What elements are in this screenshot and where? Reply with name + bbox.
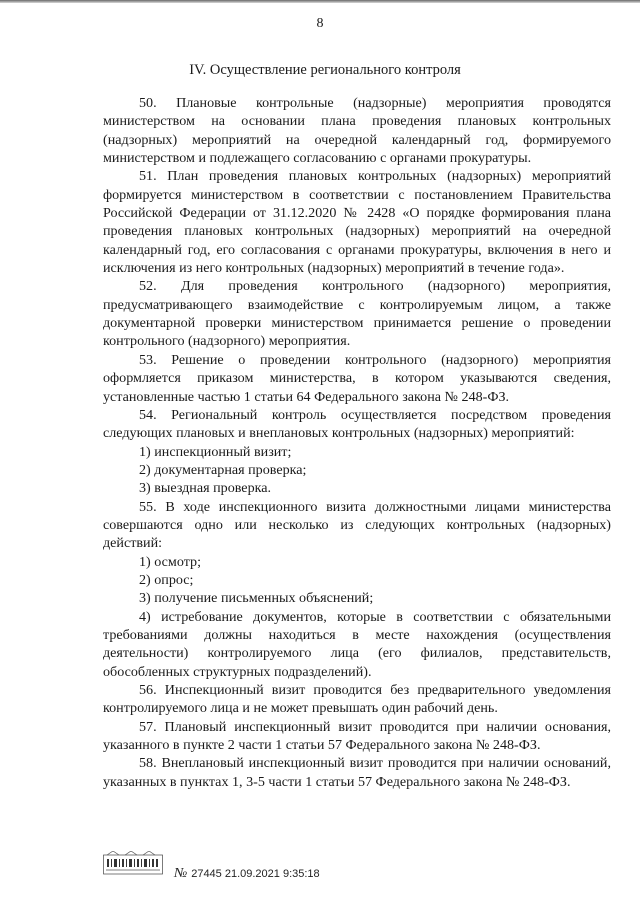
page-number: 8 (316, 16, 324, 31)
section-title: IV. Осуществление регионального контроля (189, 62, 461, 78)
list-item: 2) опрос; (139, 571, 194, 588)
paragraph: 58. Внеплановый инспекционный визит проводится при наличии оснований, указанных в пунктах 1, 3-5 части 1 статьи 57 Федерального закона № 248-ФЗ. (103, 755, 611, 790)
barcode-stamp-icon (103, 851, 163, 875)
paragraph: 51. План проведения плановых контрольных (надзорных) мероприятий формируется министерством в соответствии с постановлением Правительства Российской Федерации от 31.12.2020 № 2428 «О порядке формирования плана проведения плановых контрольных (надзорных) мероприятий на очередной календарный год, его согласования с органами прокуратуры, включения в него и исключения из него контрольных (надзорных) мероприятий в течение года». (103, 168, 611, 277)
paragraph: 52. Для проведения контрольного (надзорного) мероприятия, предусматривающего взаимодействие с контролируемым лицом, а также документарной проверки министерством принимается решение о проведении контрольного (надзорного) мероприятия. (103, 278, 611, 350)
list-item: 1) инспекционный визит; (139, 443, 292, 460)
list-item: 3) получение письменных объяснений; (139, 590, 374, 607)
document-body (103, 94, 611, 791)
page-top-edge (0, 0, 640, 3)
list-item: 4) истребование документов, которые в соответствии с обязательными требованиями должны находиться в месте нахождения (осуществления деятельности) контролируемого лица (его филиалов, представительств, обособленных структурных подразделений). (103, 608, 611, 680)
paragraph: 56. Инспекционный визит проводится без предварительного уведомления контролируемого лица и не может превышать один рабочий день. (103, 682, 611, 717)
list-item: 2) документарная проверка; (139, 461, 307, 478)
list-item: 3) выездная проверка. (139, 480, 272, 497)
paragraph: 54. Региональный контроль осуществляется посредством проведения следующих плановых и внеплановых контрольных (надзорных) мероприятий: (103, 406, 611, 442)
list-item: 1) осмотр; (139, 553, 201, 570)
document-number-mark: № (174, 866, 188, 881)
document-registration-info: 27445 21.09.2021 9:35:18 (191, 868, 320, 880)
paragraph: 50. Плановые контрольные (надзорные) мероприятия проводятся министерством на основании плана проведения плановых контрольных (надзорных) мероприятий на очередной календарный год, формируемого министерством и подлежащего согласованию с органами прокуратуры. (103, 95, 611, 167)
paragraph: 57. Плановый инспекционный визит проводится при наличии основания, указанного в пункте 2 части 1 статьи 57 Федерального закона № 248-ФЗ. (103, 718, 611, 754)
document-registration-stamp (174, 866, 320, 882)
paragraph: 53. Решение о проведении контрольного (надзорного) мероприятия оформляется приказом министерства, в котором указываются сведения, установленные частью 1 статьи 64 Федерального закона № 248-ФЗ. (103, 351, 611, 405)
paragraph: 55. В ходе инспекционного визита должностными лицами министерства совершаются одно или несколько из следующих контрольных (надзорных) действий: (103, 498, 611, 552)
